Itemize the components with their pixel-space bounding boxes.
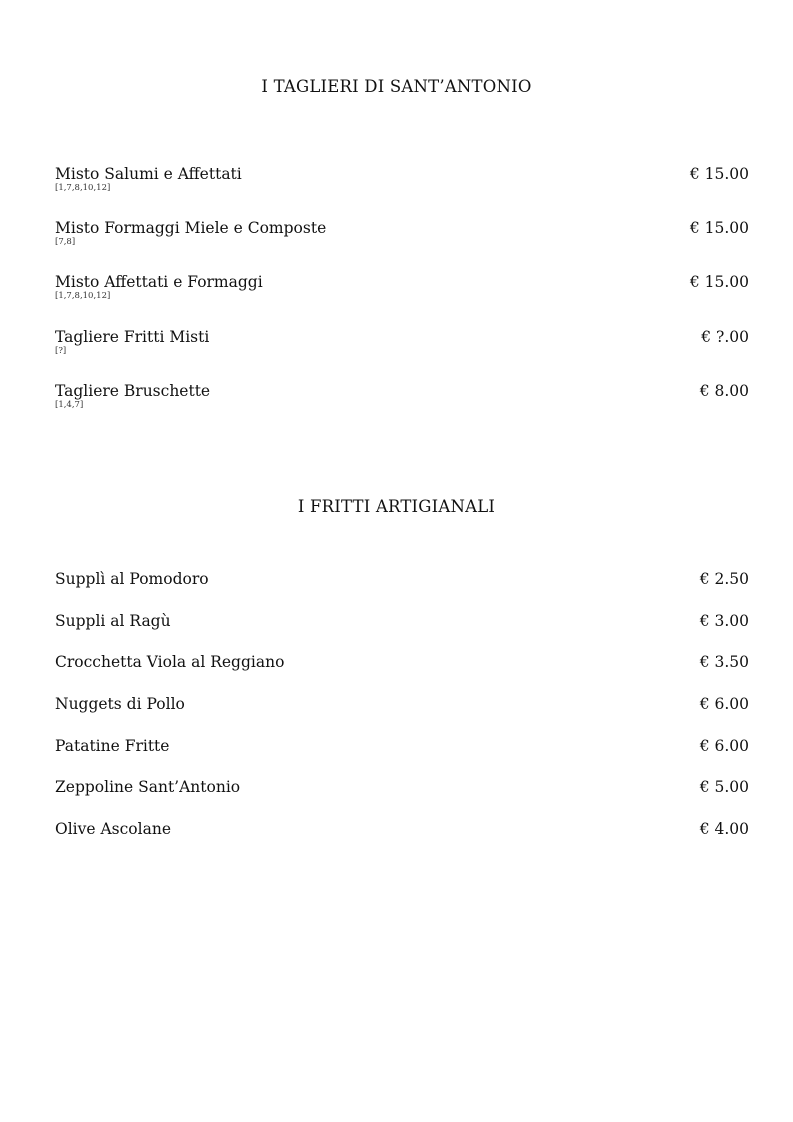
item-name: Crocchetta Viola al Reggiano xyxy=(55,653,285,672)
item-name: Misto Salumi e Affettati xyxy=(55,165,242,183)
item-allergens: [1,7,8,10,12] xyxy=(55,291,111,302)
menu-item xyxy=(55,820,749,862)
menu-item xyxy=(55,737,749,779)
menu-item xyxy=(55,695,749,737)
item-price: € 15.00 xyxy=(689,165,749,183)
item-name: Misto Affettati e Formaggi xyxy=(55,273,263,292)
item-name: Nuggets di Pollo xyxy=(55,695,185,714)
item-name: Tagliere Fritti Misti xyxy=(55,327,210,346)
menu-item xyxy=(55,273,749,327)
item-name: Tagliere Bruschette xyxy=(55,381,211,400)
item-price: € 6.00 xyxy=(699,736,749,755)
taglieri-list xyxy=(55,165,749,436)
menu-item xyxy=(55,778,749,820)
item-allergens: [?] xyxy=(55,345,67,356)
item-name: Misto Formaggi Miele e Composte xyxy=(55,219,327,238)
item-name: Patatine Fritte xyxy=(55,736,170,755)
item-price: € 4.00 xyxy=(699,820,749,839)
item-allergens: [1,4,7] xyxy=(55,399,84,410)
section-title-fritti: I FRITTI ARTIGIANALI xyxy=(297,497,496,516)
menu-item xyxy=(55,328,749,382)
menu-item xyxy=(55,612,749,654)
menu-item xyxy=(55,570,749,612)
item-price: € 15.00 xyxy=(689,219,749,238)
menu-item xyxy=(55,219,749,273)
item-price: € 8.00 xyxy=(699,381,749,400)
menu-item xyxy=(55,165,749,219)
item-name: Olive Ascolane xyxy=(55,820,171,839)
item-price: € 3.00 xyxy=(699,611,749,630)
item-allergens: [7,8] xyxy=(55,237,76,248)
item-price: € 3.50 xyxy=(699,653,749,672)
item-price: € 6.00 xyxy=(699,695,749,714)
item-price: € 2.50 xyxy=(699,570,749,588)
item-allergens: [1,7,8,10,12] xyxy=(55,183,111,193)
menu-item xyxy=(55,653,749,695)
item-price: € 5.00 xyxy=(699,778,749,797)
menu-item xyxy=(55,382,749,436)
item-price: € 15.00 xyxy=(689,273,749,292)
item-name: Supplì al Pomodoro xyxy=(55,570,209,588)
item-name: Suppli al Ragù xyxy=(55,611,171,630)
item-name: Zeppoline Sant’Antonio xyxy=(55,778,241,797)
section-title-taglieri: I TAGLIERI DI SANT’ANTONIO xyxy=(261,77,532,96)
fritti-list xyxy=(55,570,749,862)
item-price: € ?.00 xyxy=(701,327,749,346)
